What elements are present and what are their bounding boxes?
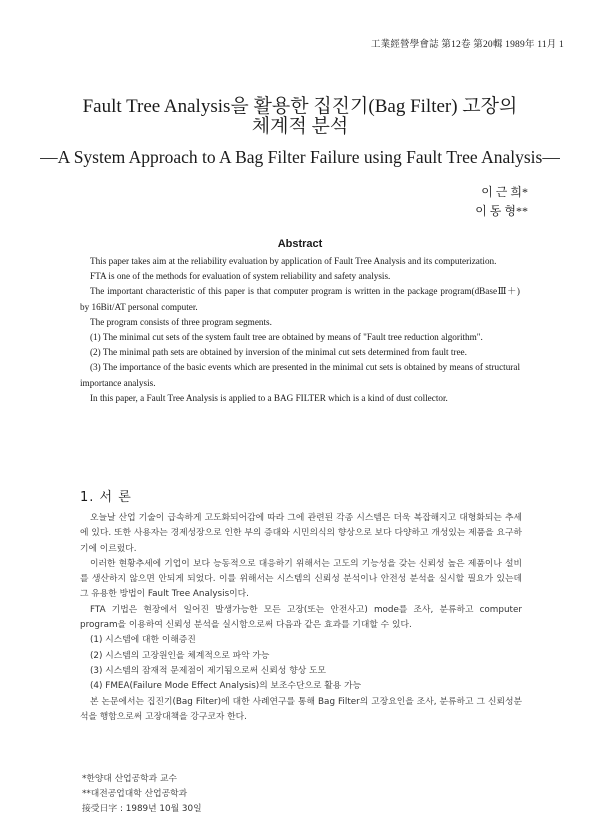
author-2: 이 동 형** [475, 204, 528, 218]
abstract-paragraph: The important characteristic of this paper is that computer program is written in the package program(dBaseⅢ＋) by 16Bit/AT personal computer. [80, 286, 520, 312]
introduction-body [80, 511, 522, 725]
abstract-heading: Abstract [277, 238, 323, 250]
abstract-paragraph: In this paper, a Fault Tree Analysis is applied to a BAG FILTER which is a kind of dust collector. [90, 392, 448, 403]
paper-title-line2: 체계적 분석 [251, 116, 349, 137]
journal-header: 工業經營學會誌 第12卷 第20輯 1989年 11月 1 [370, 40, 564, 50]
list-item: (3) 시스템의 잠재적 문제점이 제기됨으로써 신뢰성 향상 도모 [90, 665, 326, 676]
abstract-body [80, 254, 520, 406]
abstract-paragraph: (3) The importance of the basic events which are presented in the minimal cut sets is obtained by means of structural importance analysis. [80, 362, 520, 388]
abstract-paragraph: The program consists of three program segments. [90, 316, 272, 327]
body-paragraph: FTA 기법은 현장에서 일어진 발생가능한 모든 고장(또는 안전사고) mode를 조사, 분류하고 computer program을 이용하여 신뢰성 분석을 실시함으로써 다음과 같은 효과를 기대할 수 있다. [80, 604, 522, 631]
body-paragraph: 이러한 현황추세에 기업이 보다 능동적으로 대응하기 위해서는 고도의 기능성을 갖는 신뢰성 높은 제품이나 설비를 생산하지 않으면 안되게 되었다. 이를 위해서는 시스템의 신뢰성 분석이나 안전성 분석을 실시할 필요가 있는데 그 유용한 방법이 Fault Tree Analysis이다. [80, 558, 522, 600]
list-item: (1) 시스템에 대한 이해증진 [90, 635, 196, 646]
section-heading-introduction: 1. 서 론 [80, 490, 132, 505]
abstract-paragraph: (1) The minimal cut sets of the system fault tree are obtained by means of "Fault tree reduction algorithm". [90, 332, 483, 343]
abstract-paragraph: This paper takes aim at the reliability evaluation by application of Fault Tree Analysis and its computerization. [90, 256, 497, 266]
footnote-received-date: 接受日字 : 1989년 10월 30일 [82, 804, 202, 814]
footnote-author1-affiliation: *한양대 산업공학과 교수 [82, 774, 177, 784]
footnote-author2-affiliation: **대전공업대학 산업공학과 [82, 789, 188, 799]
body-paragraph: 오늘날 산업 기술이 급속하게 고도화되어감에 따라 그에 관련된 각종 시스템은 더욱 복잡해지고 대형화되는 추세에 있다. 또한 사용자는 경제성장으로 인한 부의 증대와 시민의식의 향상으로 보다 다양하고 개성있는 제품을 요구하기에 이르렀다. [80, 513, 522, 554]
body-paragraph: 본 논문에서는 집진기(Bag Filter)에 대한 사례연구를 통해 Bag Filter의 고장요인을 조사, 분류하고 그 신뢰성분석을 행함으로써 고장대책을 강구코자 한다. [80, 696, 522, 722]
abstract-paragraph: (2) The minimal path sets are obtained by inversion of the minimal cut sets determined from fault tree. [90, 347, 467, 358]
paper-subtitle-english: —A System Approach to A Bag Filter Failure using Fault Tree Analysis— [40, 147, 560, 167]
abstract-paragraph: FTA is one of the methods for evaluation of system reliability and safety analysis. [90, 271, 391, 282]
list-item: (2) 시스템의 고장원인을 체계적으로 파악 가능 [90, 650, 270, 661]
author-1: 이 근 희* [481, 185, 528, 199]
paper-title-line1: Fault Tree Analysis을 활용한 집진기(Bag Filter) 고장의 [82, 96, 518, 117]
list-item: (4) FMEA(Failure Mode Effect Analysis)의 보조수단으로 활용 가능 [90, 681, 362, 692]
